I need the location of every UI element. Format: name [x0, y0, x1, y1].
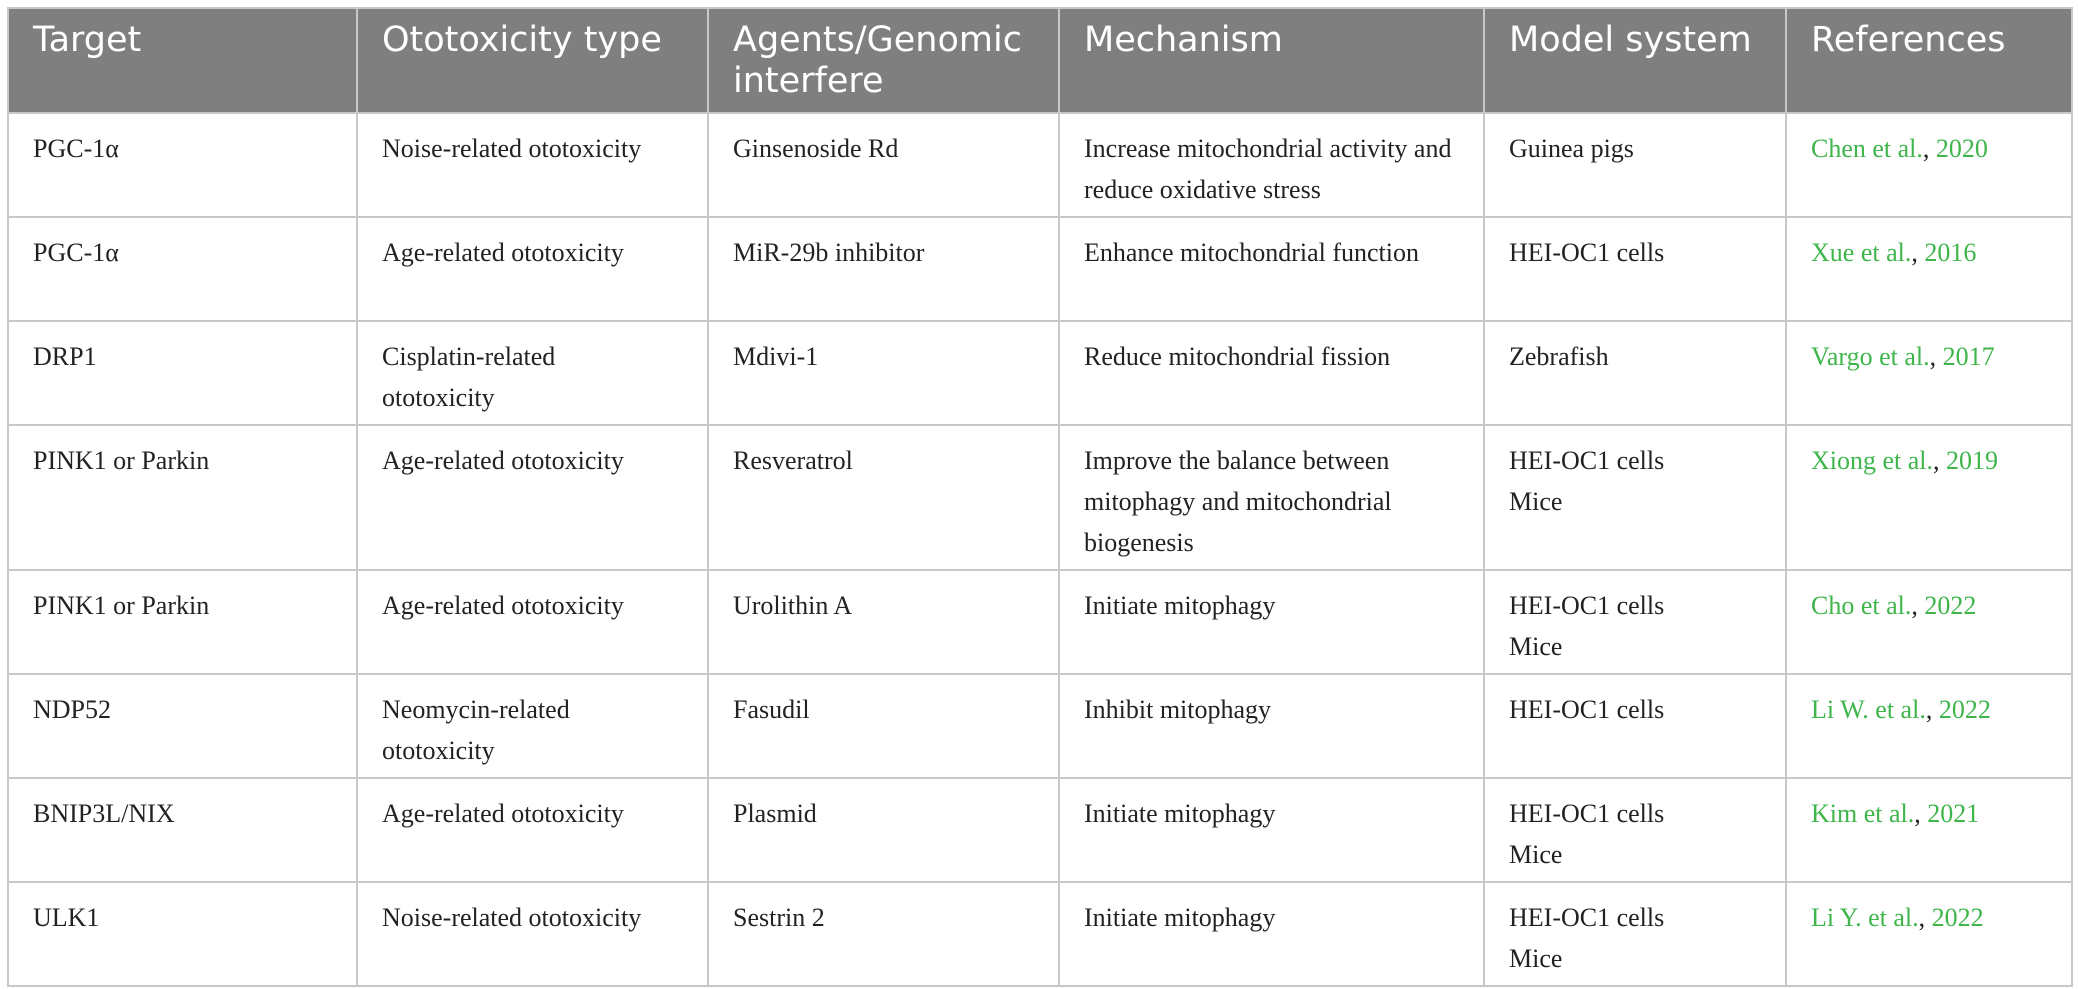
cell-reference: Cho et al., 2022	[1786, 570, 2072, 674]
reference-author-link[interactable]: Li W. et al.	[1811, 695, 1926, 724]
cell-mechanism: Reduce mitochondrial fission	[1059, 321, 1484, 425]
cell-ototoxicity-type: Cisplatin-related ototoxicity	[357, 321, 708, 425]
cell-target: NDP52	[8, 674, 357, 778]
cell-reference: Xue et al., 2016	[1786, 217, 2072, 321]
header-target: Target	[8, 8, 357, 113]
cell-target: ULK1	[8, 882, 357, 986]
reference-year-link[interactable]: 2021	[1927, 799, 1980, 828]
cell-model-system: Zebrafish	[1484, 321, 1786, 425]
cell-ototoxicity-type: Noise-related ototoxicity	[357, 113, 708, 217]
reference-year-link[interactable]: 2016	[1924, 238, 1977, 267]
reference-year-link[interactable]: 2017	[1942, 342, 1995, 371]
reference-author-link[interactable]: Li Y. et al.	[1811, 903, 1919, 932]
table-row	[8, 882, 2072, 986]
header-references: References	[1786, 8, 2072, 113]
table-row	[8, 321, 2072, 425]
cell-mechanism: Improve the balance between mitophagy and mitochondrial biogenesis	[1059, 425, 1484, 570]
cell-target: PGC-1α	[8, 113, 357, 217]
cell-model-system: HEI-OC1 cells Mice	[1484, 570, 1786, 674]
cell-mechanism: Initiate mitophagy	[1059, 882, 1484, 986]
table-row	[8, 425, 2072, 570]
header-ototoxicity-type: Ototoxicity type	[357, 8, 708, 113]
cell-ototoxicity-type: Noise-related ototoxicity	[357, 882, 708, 986]
cell-target: PGC-1α	[8, 217, 357, 321]
cell-mechanism: Initiate mitophagy	[1059, 778, 1484, 882]
cell-model-system: HEI-OC1 cells Mice	[1484, 882, 1786, 986]
cell-target: PINK1 or Parkin	[8, 425, 357, 570]
cell-ototoxicity-type: Age-related ototoxicity	[357, 425, 708, 570]
cell-target: DRP1	[8, 321, 357, 425]
reference-year-link[interactable]: 2022	[1938, 695, 1991, 724]
cell-mechanism: Inhibit mitophagy	[1059, 674, 1484, 778]
cell-mechanism: Increase mitochondrial activity and reduce oxidative stress	[1059, 113, 1484, 217]
cell-ototoxicity-type: Age-related ototoxicity	[357, 217, 708, 321]
reference-author-link[interactable]: Kim et al.	[1811, 799, 1915, 828]
reference-year-link[interactable]: 2020	[1935, 134, 1988, 163]
cell-ototoxicity-type: Neomycin-related ototoxicity	[357, 674, 708, 778]
reference-author-link[interactable]: Xue et al.	[1811, 238, 1912, 267]
cell-reference: Li Y. et al., 2022	[1786, 882, 2072, 986]
cell-mechanism: Enhance mitochondrial function	[1059, 217, 1484, 321]
header-model-system: Model system	[1484, 8, 1786, 113]
table-row	[8, 570, 2072, 674]
reference-author-link[interactable]: Vargo et al.	[1811, 342, 1930, 371]
table-row	[8, 674, 2072, 778]
cell-target: PINK1 or Parkin	[8, 570, 357, 674]
cell-agents: Resveratrol	[708, 425, 1059, 570]
cell-agents: Fasudil	[708, 674, 1059, 778]
cell-model-system: HEI-OC1 cells Mice	[1484, 778, 1786, 882]
cell-reference: Vargo et al., 2017	[1786, 321, 2072, 425]
header-agents: Agents/Genomic interfere	[708, 8, 1059, 113]
cell-reference: Chen et al., 2020	[1786, 113, 2072, 217]
cell-agents: Ginsenoside Rd	[708, 113, 1059, 217]
reference-year-link[interactable]: 2022	[1931, 903, 1984, 932]
cell-agents: Urolithin A	[708, 570, 1059, 674]
reference-author-link[interactable]: Cho et al.	[1811, 591, 1912, 620]
reference-year-link[interactable]: 2022	[1924, 591, 1977, 620]
cell-model-system: HEI-OC1 cells	[1484, 674, 1786, 778]
cell-agents: Mdivi-1	[708, 321, 1059, 425]
cell-reference: Kim et al., 2021	[1786, 778, 2072, 882]
cell-target: BNIP3L/NIX	[8, 778, 357, 882]
table-header-row	[8, 8, 2072, 113]
cell-mechanism: Initiate mitophagy	[1059, 570, 1484, 674]
cell-agents: Plasmid	[708, 778, 1059, 882]
reference-author-link[interactable]: Chen et al.	[1811, 134, 1923, 163]
cell-agents: Sestrin 2	[708, 882, 1059, 986]
cell-reference: Li W. et al., 2022	[1786, 674, 2072, 778]
cell-reference: Xiong et al., 2019	[1786, 425, 2072, 570]
table-row	[8, 113, 2072, 217]
cell-model-system: HEI-OC1 cells Mice	[1484, 425, 1786, 570]
cell-ototoxicity-type: Age-related ototoxicity	[357, 570, 708, 674]
cell-model-system: HEI-OC1 cells	[1484, 217, 1786, 321]
cell-agents: MiR-29b inhibitor	[708, 217, 1059, 321]
header-mechanism: Mechanism	[1059, 8, 1484, 113]
cell-model-system: Guinea pigs	[1484, 113, 1786, 217]
table-row	[8, 778, 2072, 882]
cell-ototoxicity-type: Age-related ototoxicity	[357, 778, 708, 882]
reference-author-link[interactable]: Xiong et al.	[1811, 446, 1934, 475]
reference-year-link[interactable]: 2019	[1946, 446, 1999, 475]
table-row	[8, 217, 2072, 321]
data-table	[7, 7, 2073, 987]
